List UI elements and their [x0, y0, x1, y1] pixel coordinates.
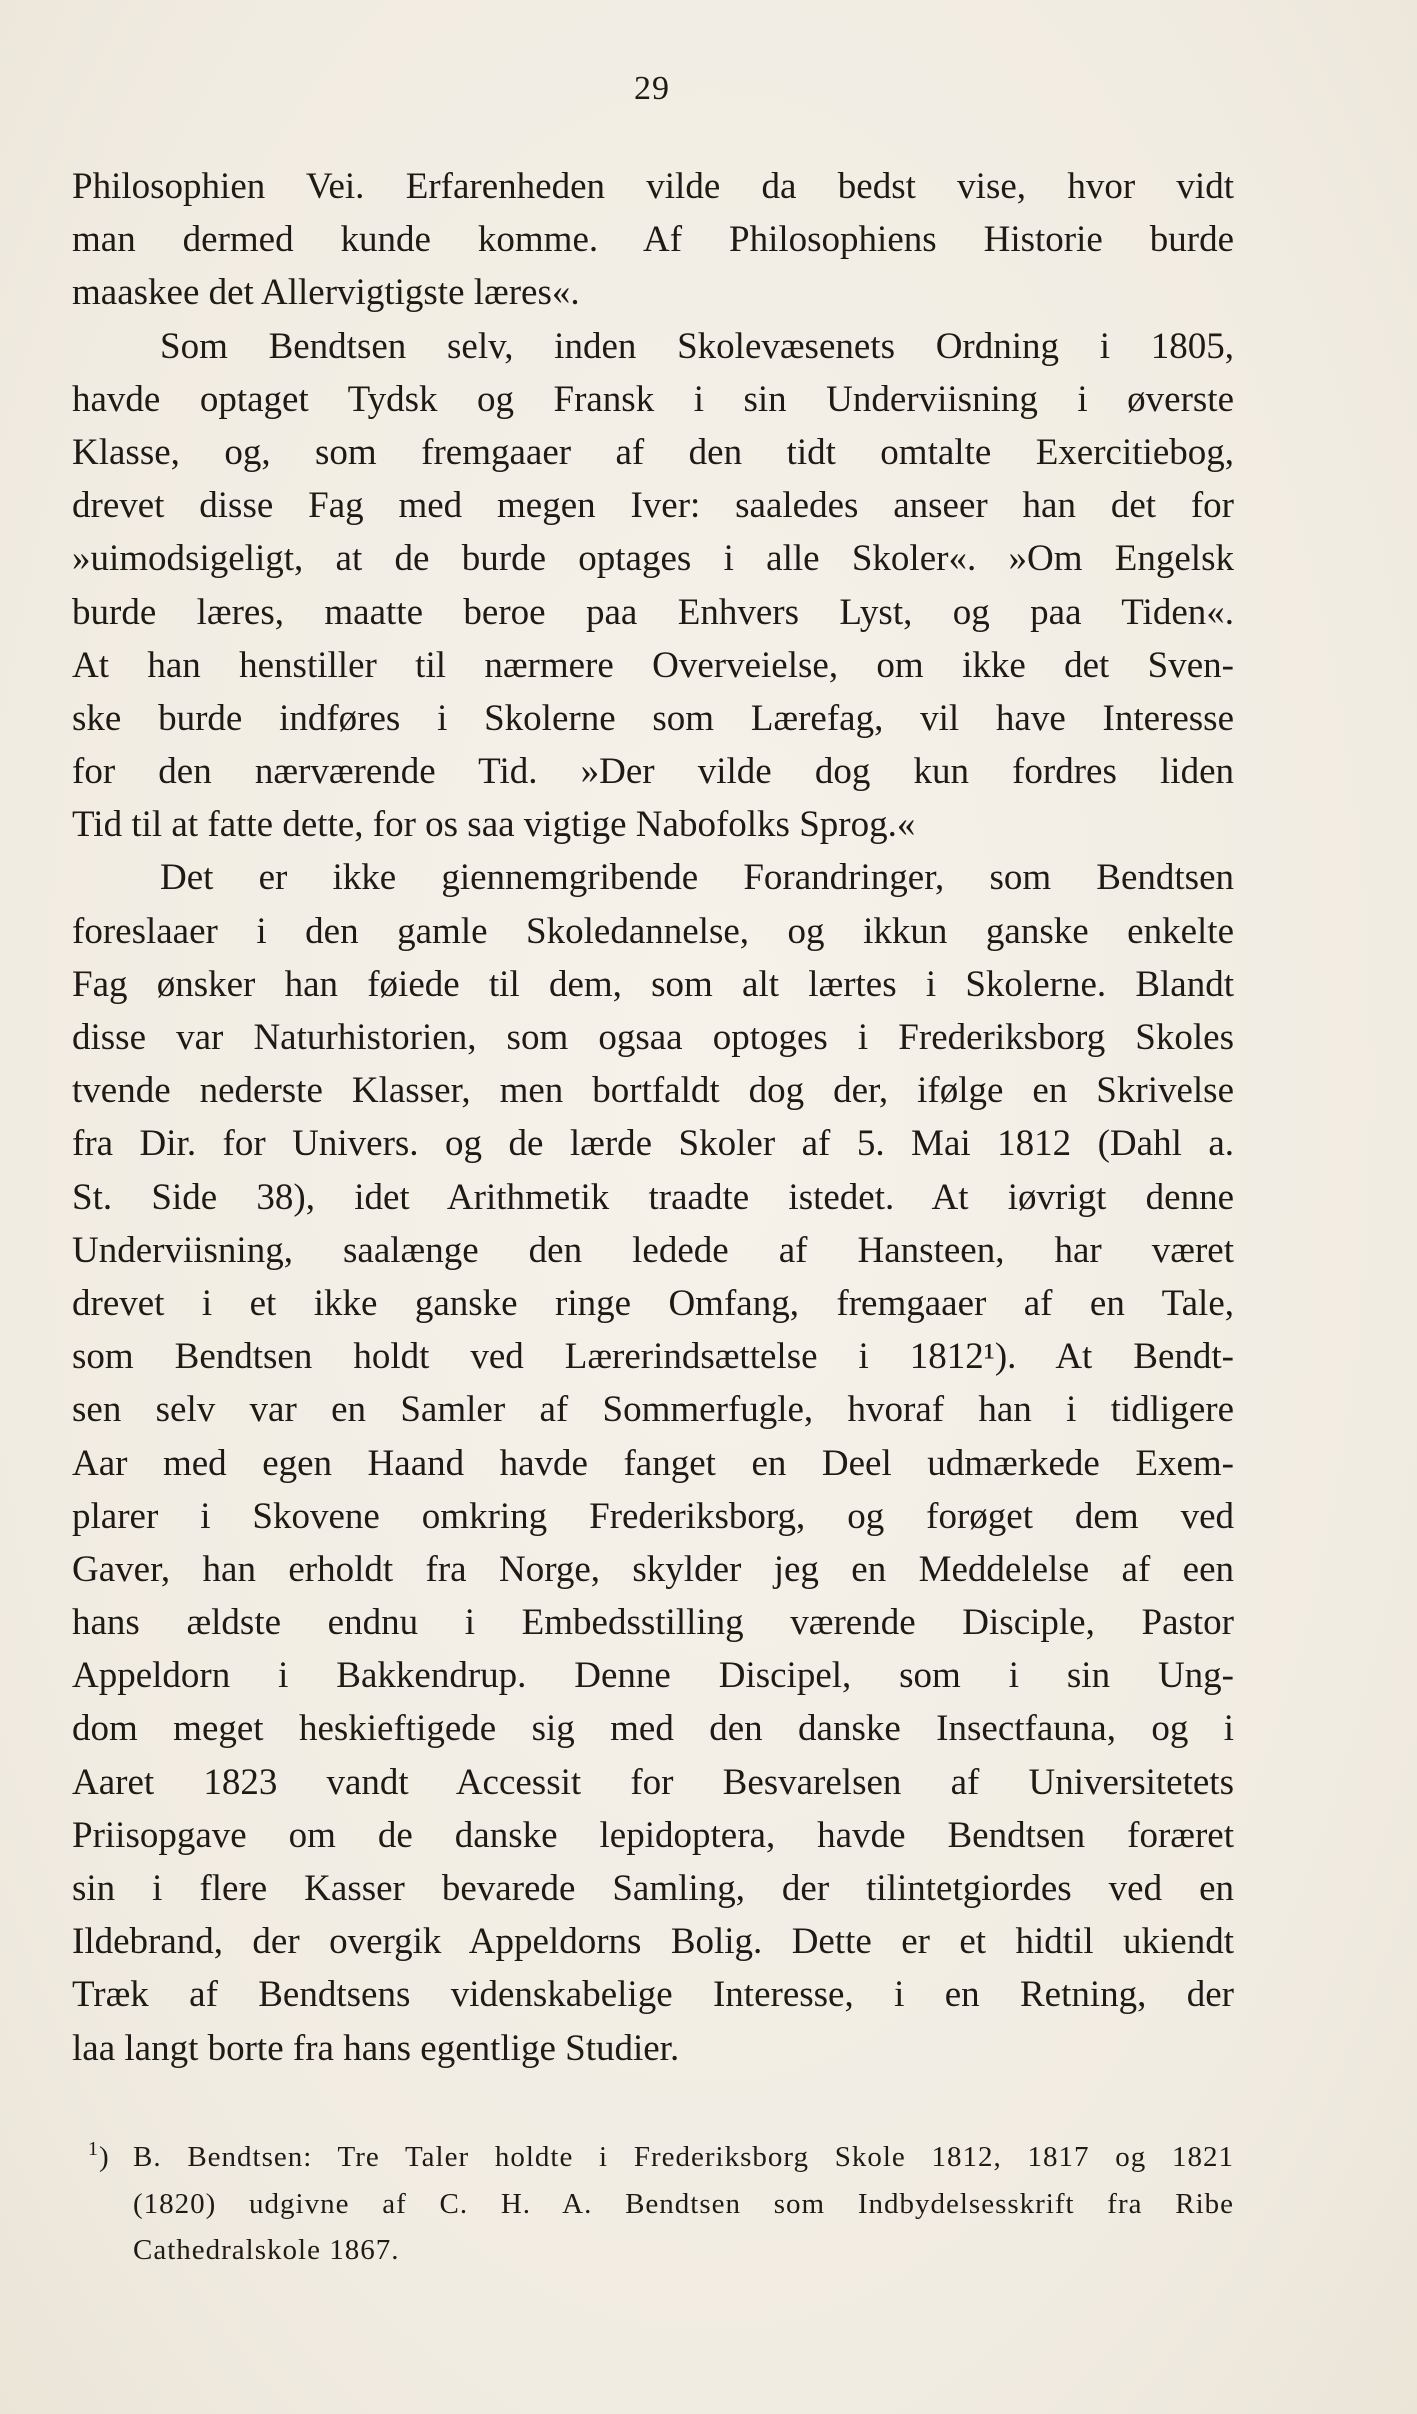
- text-line: for den nærværende Tid. »Der vilde dog kun fordres liden: [72, 751, 1234, 793]
- text-line: Fag ønsker han føiede til dem, som alt lærtes i Skolerne. Blandt: [72, 963, 1234, 1005]
- text-line: foreslaaer i den gamle Skoledannelse, og ikkun ganske enkelte: [72, 910, 1234, 952]
- text-line: man dermed kunde komme. Af Philosophiens Historie burde: [72, 219, 1234, 261]
- text-line: St. Side 38), idet Arithmetik traadte istedet. At iøvrigt denne: [72, 1176, 1234, 1218]
- footnote-block: [88, 2134, 1234, 2274]
- text-line: »uimodsigeligt, at de burde optages i alle Skoler«. »Om Engelsk: [72, 538, 1234, 580]
- page-number: 29: [634, 70, 670, 107]
- text-line: sen selv var en Samler af Sommerfugle, hvoraf han i tidligere: [72, 1389, 1234, 1431]
- text-line: Aar med egen Haand havde fanget en Deel udmærkede Exem-: [72, 1442, 1234, 1484]
- text-line: sin i flere Kasser bevarede Samling, der tilintetgiordes ved en: [72, 1868, 1234, 1909]
- text-line: tvende nederste Klasser, men bortfaldt dog der, ifølge en Skrivelse: [72, 1070, 1234, 1112]
- text-line: Appeldorn i Bakkendrup. Denne Discipel, som i sin Ung-: [72, 1655, 1234, 1697]
- footnote-text: B. Bendtsen: Tre Taler holdte i Frederiksborg Skole 1812, 1817 og 1821: [133, 2141, 1234, 2173]
- text-line: hans ældste endnu i Embedsstilling værende Disciple, Pastor: [72, 1602, 1234, 1644]
- text-line: Træk af Bendtsens videnskabelige Interesse, i en Retning, der: [72, 1974, 1234, 2016]
- footnote-line: Cathedralskole 1867.: [133, 2234, 400, 2266]
- text-line: som Bendtsen holdt ved Lærerindsættelse i 1812¹). At Bendt-: [72, 1336, 1234, 1378]
- text-line: Ildebrand, der overgik Appeldorns Bolig. Dette er et hidtil ukiendt: [72, 1921, 1234, 1963]
- text-line: havde optaget Tydsk og Fransk i sin Underviisning i øverste: [72, 378, 1234, 420]
- footnote-marker: [88, 2134, 133, 2181]
- body-text: [72, 160, 1234, 2075]
- text-line: burde læres, maatte beroe paa Enhvers Lyst, og paa Tiden«.: [72, 591, 1234, 633]
- footnote-marker-number: 1: [88, 2138, 99, 2160]
- footnote-marker-paren: ): [99, 2141, 110, 2173]
- paragraph-start: Det er ikke giennemgribende Forandringer, som Bendtsen: [160, 857, 1234, 899]
- footnote-line: (1820) udgivne af C. H. A. Bendtsen som Indbydelsesskrift fra Ribe: [133, 2187, 1234, 2220]
- text-line: laa langt borte fra hans egentlige Studier.: [72, 2027, 680, 2069]
- footnote-line: [88, 2134, 1234, 2181]
- text-line: maaskee det Allervigtigste læres«.: [72, 272, 580, 314]
- text-line: At han henstiller til nærmere Overveielse, om ikke det Sven-: [72, 644, 1234, 686]
- paragraph-start: Som Bendtsen selv, inden Skolevæsenets Ordning i 1805,: [160, 325, 1234, 367]
- text-line: Gaver, han erholdt fra Norge, skylder jeg en Meddelelse af een: [72, 1548, 1234, 1590]
- text-line: drevet i et ikke ganske ringe Omfang, fremgaaer af en Tale,: [72, 1282, 1234, 1324]
- text-line: disse var Naturhistorien, som ogsaa optoges i Frederiksborg Skoles: [72, 1017, 1234, 1058]
- text-line: plarer i Skovene omkring Frederiksborg, og forøget dem ved: [72, 1495, 1234, 1537]
- text-line: drevet disse Fag med megen Iver: saaledes anseer han det for: [72, 485, 1234, 527]
- text-line: ske burde indføres i Skolerne som Lærefag, vil have Interesse: [72, 697, 1234, 739]
- text-line: Tid til at fatte dette, for os saa vigtige Nabofolks Sprog.«: [72, 804, 916, 846]
- text-line: Aaret 1823 vandt Accessit for Besvarelsen af Universitetets: [72, 1761, 1234, 1803]
- text-line: dom meget heskieftigede sig med den danske Insectfauna, og i: [72, 1708, 1234, 1750]
- text-line: fra Dir. for Univers. og de lærde Skoler af 5. Mai 1812 (Dahl a.: [72, 1123, 1234, 1165]
- text-line: Philosophien Vei. Erfarenheden vilde da bedst vise, hvor vidt: [72, 166, 1234, 207]
- text-line: Priisopgave om de danske lepidoptera, havde Bendtsen foræret: [72, 1814, 1234, 1856]
- text-line: Klasse, og, som fremgaaer af den tidt omtalte Exercitiebog,: [72, 431, 1234, 473]
- text-line: Underviisning, saalænge den ledede af Hansteen, har været: [72, 1229, 1234, 1271]
